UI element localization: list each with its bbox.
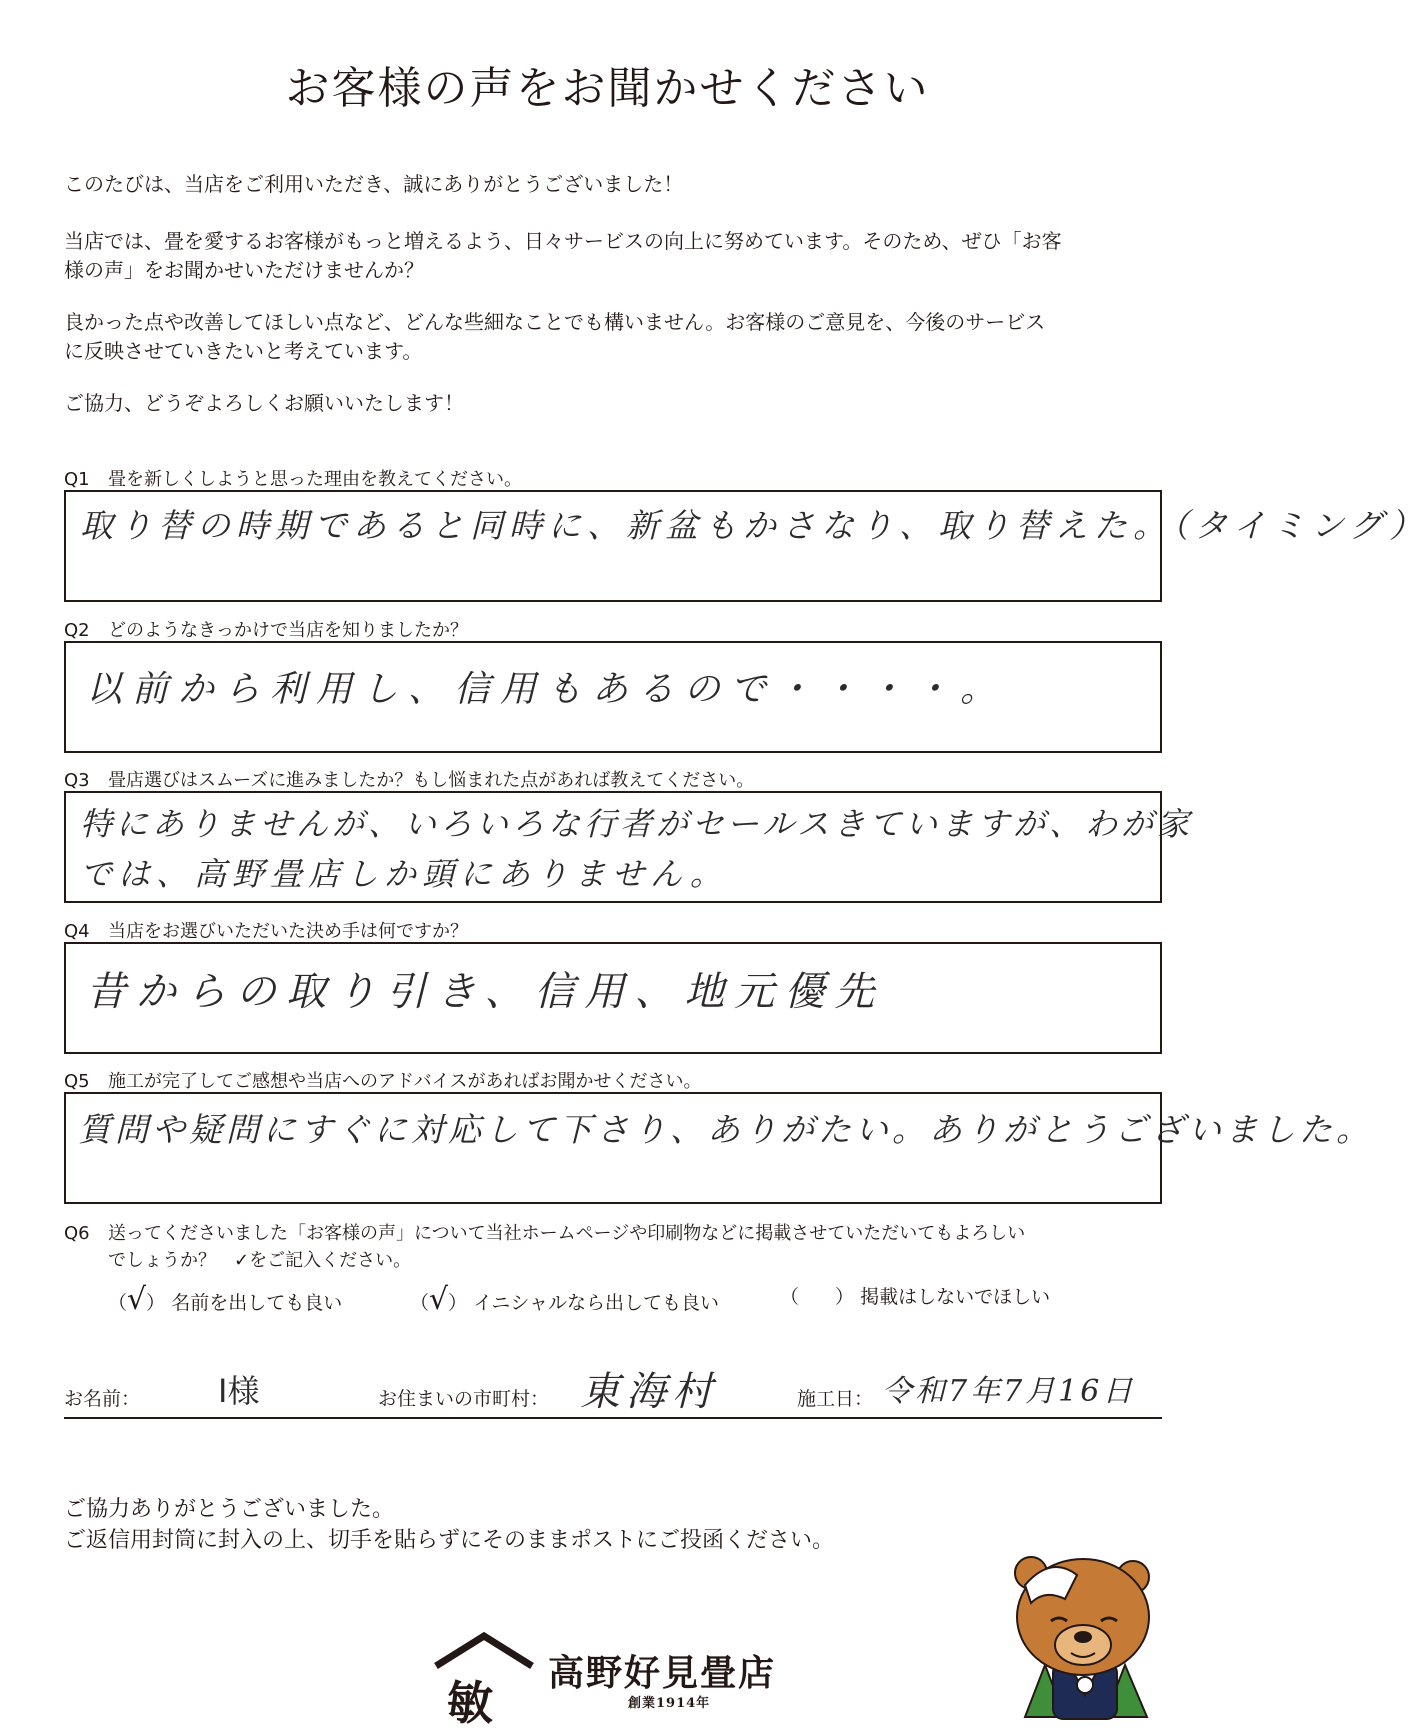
logo-kanji: 敏 bbox=[447, 1676, 493, 1730]
handwritten-answer-line-1: 特にありませんが、いろいろな行者がセールスきていますが、わが家 bbox=[80, 805, 1194, 843]
question-text: どのようなきっかけで当店を知りましたか？ bbox=[108, 620, 468, 641]
question-label-q6 bbox=[64, 1220, 1025, 1274]
city-value[interactable]: 東海村 bbox=[580, 1369, 718, 1415]
question-number: Q5 bbox=[64, 1071, 90, 1092]
question-number: Q3 bbox=[64, 770, 90, 791]
signature-rule bbox=[64, 1417, 1162, 1419]
intro-closing: ご協力、どうぞよろしくお願いいたします！ bbox=[64, 391, 464, 415]
option-no-publish[interactable]: （ ） 掲載はしないでほしい bbox=[780, 1286, 1051, 1308]
intro-greeting: このたびは、当店をご利用いただき、誠にありがとうございました！ bbox=[64, 172, 684, 196]
question-label-q2 bbox=[64, 616, 468, 642]
closing-line: ご返信用封筒に封入の上、切手を貼らずにそのままポストにご投函ください。 bbox=[64, 1528, 835, 1553]
closing-line: ご協力ありがとうございました。 bbox=[64, 1497, 395, 1522]
intro-paragraph-1 bbox=[64, 227, 1164, 285]
question-number: Q6 bbox=[64, 1223, 90, 1244]
page-title: お客様の声をお聞かせください bbox=[285, 63, 930, 114]
intro-line: 良かった点や改善してほしい点など、どんな些細なことでも構いません。お客様のご意見を、今後のサービス bbox=[64, 310, 1046, 334]
question-text-line-2: でしょうか？ ✓をご記入ください。 bbox=[108, 1250, 412, 1271]
question-label-q4 bbox=[64, 917, 468, 943]
question-text: 当店をお選びいただいた決め手は何ですか？ bbox=[108, 921, 468, 942]
intro-line: 当店では、畳を愛するお客様がもっと増えるよう、日々サービスの向上に努めています。そのため、ぜひ「お客 bbox=[64, 229, 1062, 253]
option-label: 名前を出しても良い bbox=[171, 1292, 343, 1314]
question-label-q3 bbox=[64, 766, 754, 792]
intro-paragraph-2 bbox=[64, 308, 1164, 366]
name-value[interactable]: I様 bbox=[218, 1372, 260, 1410]
question-number: Q2 bbox=[64, 620, 90, 641]
answer-box-q1[interactable] bbox=[64, 490, 1428, 602]
intro-line: に反映させていきたいと考えています。 bbox=[64, 339, 423, 363]
question-text: 施工が完了してご感想や当店へのアドバイスがあればお聞かせください。 bbox=[108, 1071, 702, 1092]
question-text: 畳店選びはスムーズに進みましたか？もし悩まれた点があれば教えてください。 bbox=[108, 770, 755, 791]
answer-box-q2[interactable] bbox=[64, 641, 1162, 753]
question-label-q1 bbox=[64, 465, 522, 491]
handwritten-answer-line-2: では、高野畳店しか頭にありません。 bbox=[80, 855, 728, 893]
handwritten-answer: 取り替の時期であると同時に、新盆もかさなり、取り替えた。（タイミング） bbox=[80, 506, 1428, 545]
intro-line: 様の声」をお聞かせいただけませんか？ bbox=[64, 258, 424, 282]
checkmark-icon: √ bbox=[127, 1282, 147, 1317]
question-text-line-1: 送ってくださいました「お客様の声」について当社ホームページや印刷物などに掲載させていただいてもよろしい bbox=[108, 1223, 1026, 1244]
option-name-ok[interactable]: （√） 名前を出しても良い bbox=[108, 1282, 343, 1317]
date-label: 施工日： bbox=[797, 1388, 874, 1410]
city-label: お住まいの市町村： bbox=[378, 1388, 550, 1410]
option-label: イニシャルなら出しても良い bbox=[473, 1292, 720, 1314]
handwritten-answer: 質問や疑問にすぐに対応して下さり、ありがたい。ありがとうございました。 bbox=[78, 1110, 1373, 1149]
answer-box-q5[interactable] bbox=[64, 1092, 1373, 1204]
question-label-q5 bbox=[64, 1067, 701, 1093]
question-text: 畳を新しくしようと思った理由を教えてください。 bbox=[108, 469, 522, 490]
roof-logo-icon bbox=[432, 1630, 536, 1670]
name-label: お名前： bbox=[64, 1388, 141, 1410]
handwritten-answer: 昔からの取り引き、信用、地元優先 bbox=[86, 969, 885, 1015]
founded-text: 創業1914年 bbox=[628, 1696, 711, 1711]
option-initial-ok[interactable]: （√） イニシャルなら出しても良い bbox=[410, 1282, 720, 1317]
checkmark-icon: √ bbox=[429, 1282, 449, 1317]
bear-mascot-icon bbox=[1005, 1545, 1165, 1719]
question-number: Q4 bbox=[64, 921, 90, 942]
question-number: Q1 bbox=[64, 469, 90, 490]
answer-box-q4[interactable] bbox=[64, 942, 1162, 1054]
shop-name: 高野好見畳店 bbox=[548, 1652, 777, 1694]
handwritten-answer: 以前から利用し、信用もあるので・・・・。 bbox=[86, 669, 1007, 710]
closing-text bbox=[64, 1494, 834, 1556]
date-value[interactable]: 令和7年7月16日 bbox=[882, 1374, 1136, 1409]
answer-box-q3[interactable] bbox=[64, 791, 1194, 903]
option-label: 掲載はしないでほしい bbox=[860, 1286, 1051, 1308]
